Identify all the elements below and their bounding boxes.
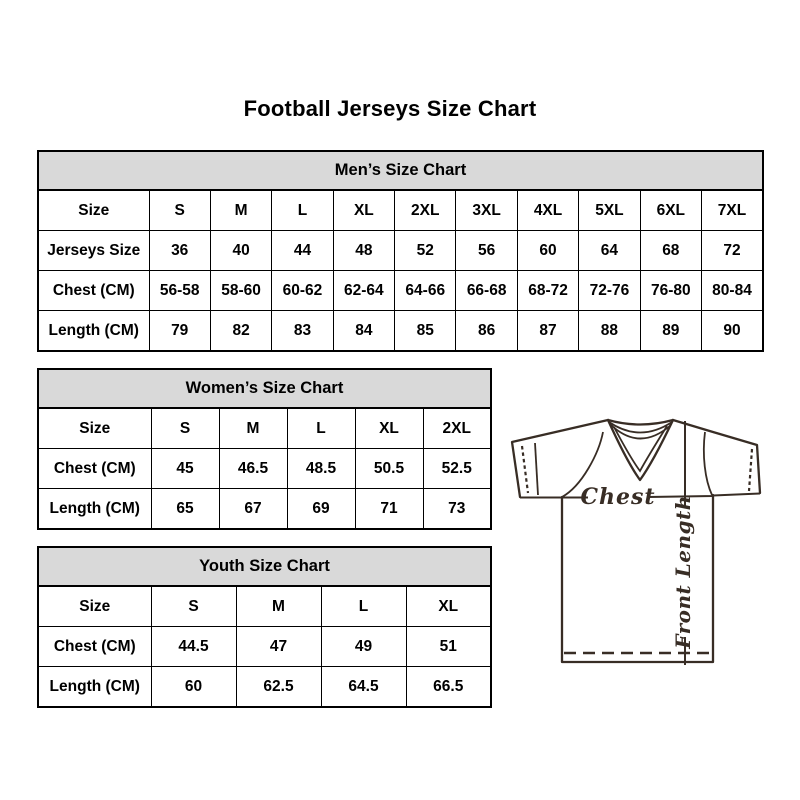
cell-value: 56-58 <box>149 271 210 311</box>
cell-value: 48.5 <box>287 449 355 489</box>
cell-value: 64 <box>579 231 640 271</box>
row-label: Size <box>38 408 151 449</box>
womens-table-title: Women’s Size Chart <box>38 369 491 408</box>
chest-label: Chest <box>580 484 656 510</box>
row-label: Size <box>38 190 149 231</box>
cell-value: 68 <box>640 231 701 271</box>
cell-value: 68-72 <box>517 271 578 311</box>
cell-value: 60 <box>517 231 578 271</box>
table-row <box>38 271 763 311</box>
womens-size-table <box>37 368 492 530</box>
cell-value: M <box>219 408 287 449</box>
table-row <box>38 408 491 449</box>
cell-value: 72 <box>702 231 763 271</box>
cell-value: 80-84 <box>702 271 763 311</box>
table-row <box>38 586 491 627</box>
cell-value: 62-64 <box>333 271 394 311</box>
row-label: Chest (CM) <box>38 627 151 667</box>
row-label: Length (CM) <box>38 311 149 352</box>
mens-table-body <box>38 190 763 351</box>
cell-value: 5XL <box>579 190 640 231</box>
jersey-collar-top-edge <box>608 420 673 425</box>
cell-value: 65 <box>151 489 219 530</box>
table-row <box>38 231 763 271</box>
cell-value: 71 <box>355 489 423 530</box>
youth-size-table <box>37 546 492 708</box>
table-row <box>38 311 763 352</box>
jersey-left-cuff-seam <box>535 443 538 495</box>
cell-value: 66-68 <box>456 271 517 311</box>
cell-value: 47 <box>236 627 321 667</box>
row-label: Length (CM) <box>38 489 151 530</box>
cell-value: 89 <box>640 311 701 352</box>
cell-value: 44 <box>272 231 333 271</box>
cell-value: 40 <box>210 231 271 271</box>
cell-value: 45 <box>151 449 219 489</box>
cell-value: 60-62 <box>272 271 333 311</box>
cell-value: S <box>149 190 210 231</box>
table-header-row <box>38 547 491 586</box>
jersey-right-cuff-dashed-line <box>749 449 752 491</box>
cell-value: 85 <box>395 311 456 352</box>
cell-value: 69 <box>287 489 355 530</box>
mens-size-table <box>37 150 764 352</box>
jersey-measurement-diagram <box>500 405 800 705</box>
cell-value: 3XL <box>456 190 517 231</box>
cell-value: 64.5 <box>321 667 406 708</box>
cell-value: M <box>236 586 321 627</box>
cell-value: 52.5 <box>423 449 491 489</box>
cell-value: 6XL <box>640 190 701 231</box>
cell-value: 46.5 <box>219 449 287 489</box>
cell-value: 60 <box>151 667 236 708</box>
cell-value: 66.5 <box>406 667 491 708</box>
womens-table-body <box>38 408 491 529</box>
cell-value: 83 <box>272 311 333 352</box>
cell-value: XL <box>333 190 394 231</box>
cell-value: 72-76 <box>579 271 640 311</box>
jersey-right-armhole-seam <box>704 432 712 495</box>
cell-value: 82 <box>210 311 271 352</box>
cell-value: 64-66 <box>395 271 456 311</box>
cell-value: 87 <box>517 311 578 352</box>
cell-value: 49 <box>321 627 406 667</box>
jersey-right-shoulder-sleeve <box>673 420 760 493</box>
cell-value: 50.5 <box>355 449 423 489</box>
cell-value: S <box>151 586 236 627</box>
cell-value: 36 <box>149 231 210 271</box>
youth-table-title: Youth Size Chart <box>38 547 491 586</box>
cell-value: S <box>151 408 219 449</box>
page-title: Football Jerseys Size Chart <box>243 96 537 121</box>
cell-value: L <box>321 586 406 627</box>
table-header-row <box>38 369 491 408</box>
mens-table-title: Men’s Size Chart <box>38 151 763 190</box>
cell-value: 2XL <box>423 408 491 449</box>
cell-value: 58-60 <box>210 271 271 311</box>
table-row <box>38 667 491 708</box>
cell-value: 88 <box>579 311 640 352</box>
jersey-outline-icon <box>500 405 800 705</box>
cell-value: 52 <box>395 231 456 271</box>
row-label: Jerseys Size <box>38 231 149 271</box>
cell-value: 62.5 <box>236 667 321 708</box>
front-length-label: Front Length <box>671 495 695 649</box>
cell-value: 76-80 <box>640 271 701 311</box>
row-label: Chest (CM) <box>38 449 151 489</box>
cell-value: 67 <box>219 489 287 530</box>
cell-value: 79 <box>149 311 210 352</box>
youth-table-body <box>38 586 491 707</box>
cell-value: 44.5 <box>151 627 236 667</box>
cell-value: M <box>210 190 271 231</box>
table-row <box>38 627 491 667</box>
row-label: Size <box>38 586 151 627</box>
cell-value: 84 <box>333 311 394 352</box>
cell-value: 56 <box>456 231 517 271</box>
cell-value: 73 <box>423 489 491 530</box>
cell-value: 51 <box>406 627 491 667</box>
cell-value: XL <box>406 586 491 627</box>
cell-value: 90 <box>702 311 763 352</box>
cell-value: 86 <box>456 311 517 352</box>
chest-measure-line-right <box>648 494 760 498</box>
table-row <box>38 190 763 231</box>
cell-value: 7XL <box>702 190 763 231</box>
cell-value: 48 <box>333 231 394 271</box>
cell-value: L <box>272 190 333 231</box>
cell-value: 2XL <box>395 190 456 231</box>
row-label: Chest (CM) <box>38 271 149 311</box>
row-label: Length (CM) <box>38 667 151 708</box>
jersey-left-cuff-dashed-line <box>522 446 528 493</box>
cell-value: XL <box>355 408 423 449</box>
table-header-row <box>38 151 763 190</box>
cell-value: 4XL <box>517 190 578 231</box>
table-row <box>38 489 491 530</box>
cell-value: L <box>287 408 355 449</box>
table-row <box>38 449 491 489</box>
